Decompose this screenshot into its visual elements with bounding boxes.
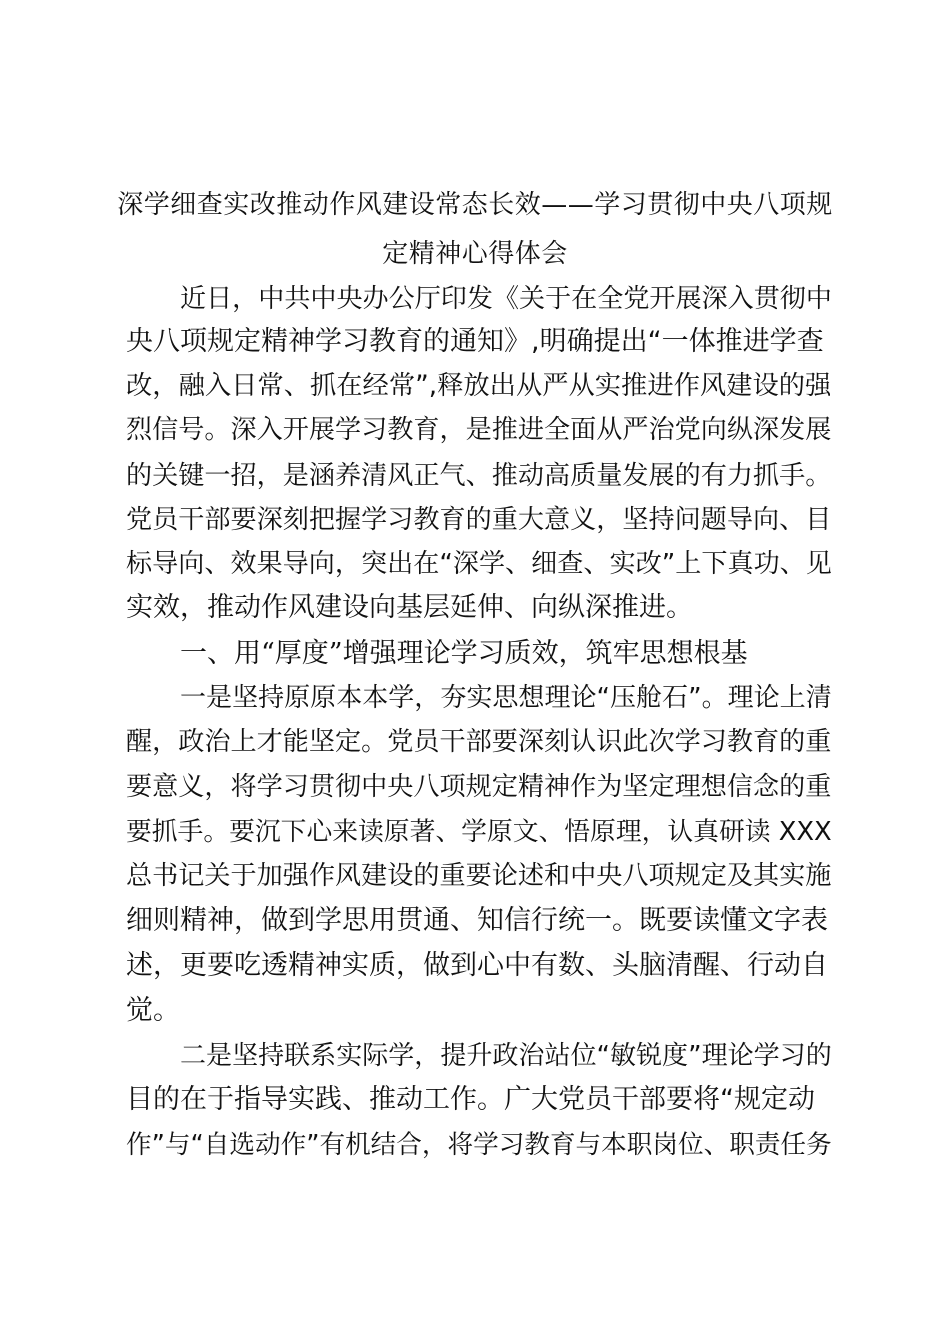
paragraph-line: 觉。 xyxy=(126,995,180,1026)
paragraph-line: 作”与“自选动作”有机结合，将学习教育与本职岗位、职责任务 xyxy=(126,1130,832,1160)
paragraph-line: 二是坚持联系实际学，提升政治站位“敏锐度”理论学习的 xyxy=(180,1041,832,1071)
paragraph-line: 一是坚持原原本本学，夯实思想理论“压舱石”。理论上清 xyxy=(180,683,832,713)
paragraph-line: 党员干部要深刻把握学习教育的重大意义，坚持问题导向、目 xyxy=(126,505,832,535)
section-heading: 一、用“厚度”增强理论学习质效，筑牢思想根基 xyxy=(180,638,748,669)
paragraph-line: 标导向、效果导向，突出在“深学、细查、实改”上下真功、见 xyxy=(126,549,832,579)
paragraph-line: 目的在于指导实践、推动工作。广大党员干部要将“规定动 xyxy=(126,1084,815,1115)
paragraph-line: 央八项规定精神学习教育的通知》,明确提出“一体推进学查 xyxy=(126,326,824,357)
document-title-line-1: 深学细查实改推动作风建设常态长效——学习贯彻中央八项规 xyxy=(117,190,833,220)
paragraph-line: 要抓手。要沉下心来读原著、学原文、悟原理，认真研读 XXX xyxy=(126,817,832,847)
paragraph-line: 的关键一招，是涵养清风正气、推动高质量发展的有力抓手。 xyxy=(126,461,832,491)
paragraph-line: 总书记关于加强作风建设的重要论述和中央八项规定及其实施 xyxy=(126,861,832,891)
paragraph-line: 近日，中共中央办公厅印发《关于在全党开展深入贯彻中 xyxy=(180,284,832,314)
paragraph-line: 烈信号。深入开展学习教育，是推进全面从严治党向纵深发展 xyxy=(126,415,832,445)
document-title-line-2: 定精神心得体会 xyxy=(382,239,568,269)
paragraph-line: 细则精神，做到学思用贯通、知信行统一。既要读懂文字表 xyxy=(126,905,828,936)
paragraph-line: 改，融入日常、抓在经常”,释放出从严从实推进作风建设的强 xyxy=(126,371,832,401)
paragraph-line: 醒，政治上才能坚定。党员干部要深刻认识此次学习教育的重 xyxy=(126,727,832,757)
paragraph-line: 述，更要吃透精神实质，做到心中有数、头脑清醒、行动自 xyxy=(126,950,828,981)
paragraph-line: 实效，推动作风建设向基层延伸、向纵深推进。 xyxy=(126,592,693,623)
paragraph-line: 要意义，将学习贯彻中央八项规定精神作为坚定理想信念的重 xyxy=(126,772,832,802)
